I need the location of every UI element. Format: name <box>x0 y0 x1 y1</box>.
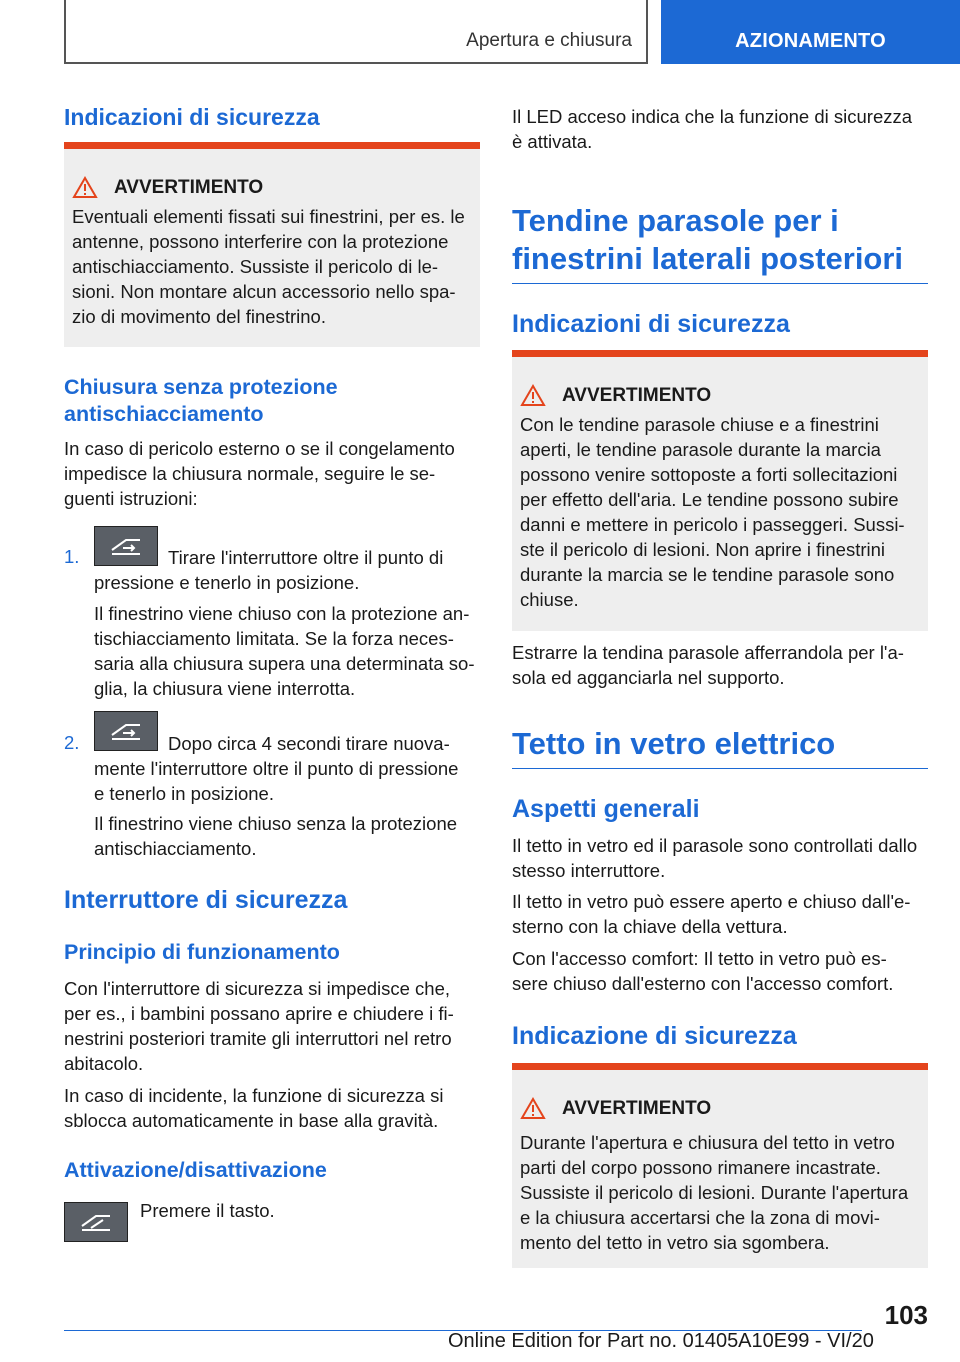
text-line: Estrarre la tendina parasole afferrandola per l'a- <box>512 642 904 663</box>
section-title: Apertura e chiusura <box>466 30 632 51</box>
principle-heading: Principio di funzionamento <box>64 940 340 964</box>
text-line: sblocca automaticamente in base alla gravità. <box>64 1110 439 1131</box>
text-line: Il tetto in vetro ed il parasole sono controllati dallo <box>512 835 918 856</box>
text-line: e tenerlo in posizione. <box>94 783 274 804</box>
warning-line: Durante l'apertura e chiusura del tetto in vetro <box>520 1132 895 1153</box>
heading-line: finestrini laterali posteriori <box>512 241 904 276</box>
text-line: guenti istruzioni: <box>64 488 198 509</box>
warning-box-windows <box>64 142 480 347</box>
switch-heading: Interruttore di sicurezza <box>64 886 348 914</box>
warning-triangle-icon <box>520 384 546 407</box>
text-line: Il finestrino viene chiuso senza la protezione <box>94 813 458 834</box>
text-line: sere chiuso dall'esterno con l'accesso comfort. <box>512 973 894 994</box>
heading-line: Tendine parasole per i <box>512 203 839 238</box>
warning-line: e la chiusura accertarsi che la zona di movi- <box>520 1207 880 1228</box>
warning-triangle-icon <box>72 176 98 199</box>
footer-edition: Online Edition for Part no. 01405A10E99 - VI/20 <box>448 1330 874 1352</box>
text-line: Il LED acceso indica che la funzione di sicurezza <box>512 106 913 127</box>
step-2-first-line: Dopo circa 4 secondi tirare nuova- <box>168 733 450 754</box>
warning-line: per effetto dell'aria. Le tendine possono subire <box>520 489 899 510</box>
heading-rule <box>512 283 928 284</box>
warning-line: antenne, possono interferire con la protezione <box>72 231 449 252</box>
principle-text <box>64 976 480 1076</box>
warning-line: danni e mettere in pericolo i passeggeri. Sussi- <box>520 514 905 535</box>
general-text-3 <box>512 946 928 996</box>
text-line: mente l'interruttore oltre il punto di pressione <box>94 758 459 779</box>
roof-heading: Tetto in vetro elettrico <box>512 726 836 761</box>
text-line: saria alla chiusura supera una determinata so- <box>94 653 475 674</box>
text-line: abitacolo. <box>64 1053 144 1074</box>
step-2-text <box>94 756 480 806</box>
step-1-first-line: Tirare l'interruttore oltre il punto di <box>168 547 444 568</box>
text-line: sterno con la chiave della vettura. <box>512 916 788 937</box>
warning-line: zio di movimento del finestrino. <box>72 306 326 327</box>
step-1-note <box>94 601 480 701</box>
general-text-2 <box>512 889 928 939</box>
window-switch-icon <box>109 536 143 556</box>
roof-safety-heading: Indicazione di sicurezza <box>512 1022 797 1050</box>
warning-text <box>520 1130 920 1255</box>
text-line: Con l'interruttore di sicurezza si impedisce che, <box>64 978 451 999</box>
warning-line: Con le tendine parasole chiuse e a finestrini <box>520 414 879 435</box>
warning-line: parti del corpo possono rimanere incastrate. <box>520 1157 881 1178</box>
text-line: nestrini posteriori tramite gli interruttori nel retro <box>64 1028 452 1049</box>
warning-label: AVVERTIMENTO <box>114 176 264 198</box>
text-line: Il tetto in vetro può essere aperto e chiuso dall'e- <box>512 891 911 912</box>
heading-line: antischiacciamento <box>64 402 264 426</box>
warning-header <box>520 384 711 407</box>
text-line: impedisce la chiusura normale, seguire le se- <box>64 463 436 484</box>
text-line: glia, la chiusura viene interrotta. <box>94 678 356 699</box>
warning-line: Sussiste il pericolo di lesioni. Durante l'apertura <box>520 1182 909 1203</box>
text-line: In caso di incidente, la funzione di sicurezza si <box>64 1085 444 1106</box>
accident-text <box>64 1083 480 1133</box>
warning-text <box>72 204 472 329</box>
text-line: antischiacciamento. <box>94 838 257 859</box>
text-line: Con l'accesso comfort: Il tetto in vetro può es- <box>512 948 887 969</box>
step-1-text <box>94 570 480 595</box>
warning-line: chiuse. <box>520 589 579 610</box>
warning-line: mento del tetto in vetro sia sgombera. <box>520 1232 830 1253</box>
text-line: sola ed agganciarla nel supporto. <box>512 667 785 688</box>
warning-text <box>520 412 920 612</box>
page-number: 103 <box>884 1300 928 1330</box>
chapter-title: AZIONAMENTO <box>735 30 886 52</box>
text-line: stesso interruttore. <box>512 860 666 881</box>
warning-header <box>520 1097 711 1120</box>
warning-line: sioni. Non montare alcun accessorio nello spa- <box>72 281 456 302</box>
warning-header <box>72 176 263 199</box>
warning-line: ste il pericolo di lesioni. Non aprire i finestrini <box>520 539 886 560</box>
step-2-note <box>94 811 480 861</box>
warning-box-sunblind <box>512 350 928 631</box>
warning-line: durante la marcia se le tendine parasole sono <box>520 564 895 585</box>
text-line: tischiacciamento limitata. Se la forza neces- <box>94 628 454 649</box>
sunblind-heading <box>512 202 928 278</box>
text-line: pressione e tenerlo in posizione. <box>94 572 360 593</box>
warning-label: AVVERTIMENTO <box>562 1097 712 1119</box>
text-line: è attivata. <box>512 131 593 152</box>
window-lock-icon <box>79 1212 113 1232</box>
window-switch-image <box>94 711 158 751</box>
warning-line: possono venire sottoposte a forti sollecitazioni <box>520 464 898 485</box>
activation-heading: Attivazione/disattivazione <box>64 1158 327 1182</box>
chapter-tab <box>661 0 960 64</box>
warning-line: Eventuali elementi fissati sui finestrini, per es. le <box>72 206 465 227</box>
header-section-box <box>64 0 648 64</box>
window-switch-image <box>94 526 158 566</box>
step-number: 2. <box>64 732 80 753</box>
text-line: In caso di pericolo esterno o se il congelamento <box>64 438 455 459</box>
heading-line: Chiusura senza protezione <box>64 375 338 399</box>
general-text-1 <box>512 833 928 883</box>
step-number: 1. <box>64 546 80 567</box>
warning-box-roof <box>512 1063 928 1268</box>
general-heading: Aspetti generali <box>512 795 700 823</box>
led-text <box>512 104 928 154</box>
sunblind-text <box>512 640 928 690</box>
window-switch-icon <box>109 721 143 741</box>
closing-heading <box>64 374 480 428</box>
heading-rule <box>512 768 928 769</box>
warning-line: aperti, le tendine parasole durante la marcia <box>520 439 881 460</box>
text-line: per es., i bambini possano aprire e chiudere i fi- <box>64 1003 454 1024</box>
press-button-text: Premere il tasto. <box>140 1200 275 1221</box>
safety-heading-left: Indicazioni di sicurezza <box>64 104 320 130</box>
text-line: Il finestrino viene chiuso con la protezione an- <box>94 603 470 624</box>
warning-label: AVVERTIMENTO <box>562 384 712 406</box>
safety-switch-image <box>64 1202 128 1242</box>
warning-line: antischiacciamento. Sussiste il pericolo di le- <box>72 256 439 277</box>
warning-triangle-icon <box>520 1097 546 1120</box>
safety-heading-right: Indicazioni di sicurezza <box>512 310 790 338</box>
closing-intro <box>64 436 480 511</box>
